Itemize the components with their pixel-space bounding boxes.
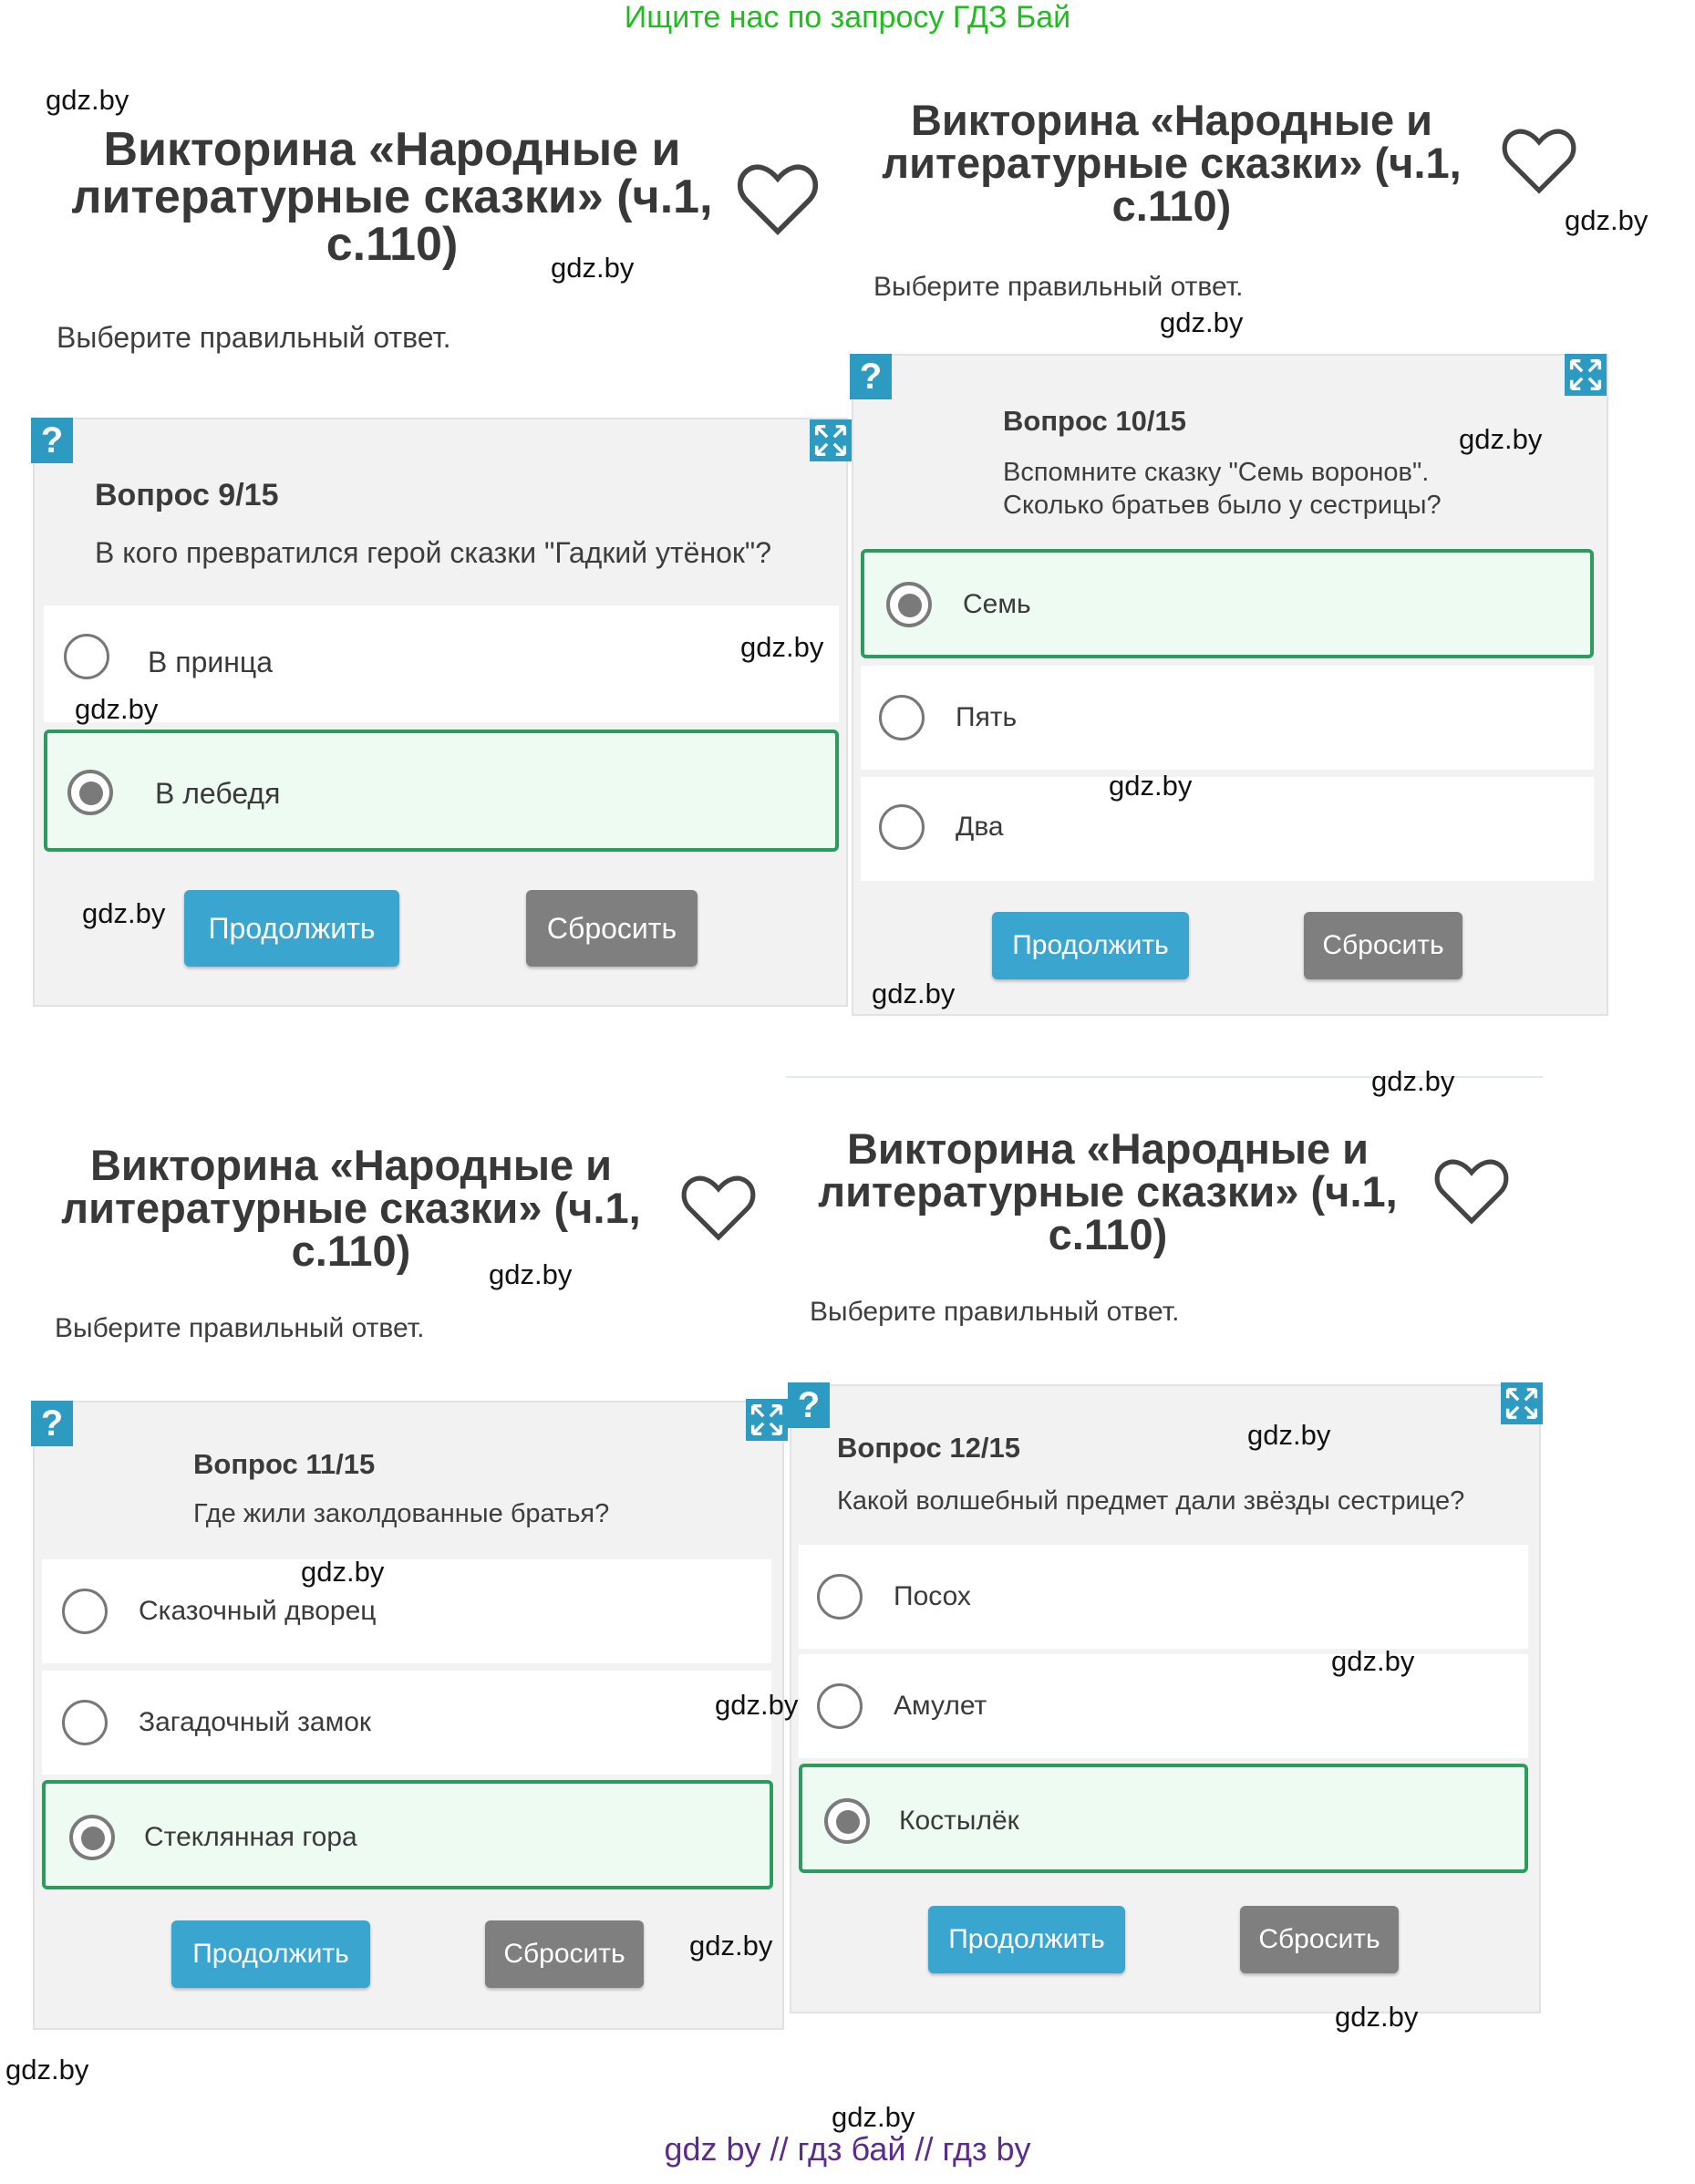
watermark: gdz.by (1331, 1645, 1415, 1677)
answer-option-selected[interactable] (44, 730, 839, 852)
watermark: gdz.by (715, 1689, 799, 1721)
quiz-title-line: литературные сказки» (ч.1, (882, 139, 1462, 187)
expand-icon[interactable] (1565, 354, 1607, 396)
watermark: gdz.by (1160, 306, 1244, 338)
question-text: В кого превратился герой сказки "Гадкий утёнок"? (95, 536, 772, 569)
watermark: gdz.by (1459, 423, 1543, 455)
quiz-title-line: с.110) (326, 218, 459, 271)
instruction-text: Выберите правильный ответ. (810, 1297, 1180, 1327)
reset-button[interactable]: Сбросить (526, 890, 698, 967)
radio-dot (79, 781, 103, 805)
question-number: Вопрос 9/15 (95, 478, 279, 512)
instruction-text: Выберите правильный ответ. (55, 1313, 425, 1343)
option-label: Два (956, 812, 1004, 842)
radio-button[interactable] (817, 1574, 863, 1620)
radio-button[interactable] (817, 1683, 863, 1729)
watermark: gdz.by (551, 252, 635, 284)
help-icon[interactable]: ? (788, 1382, 830, 1428)
watermark: gdz.by (1335, 2001, 1419, 2033)
quiz-title (811, 1124, 1404, 1258)
watermark: gdz.by (5, 2054, 89, 2086)
instruction-text: Выберите правильный ответ. (57, 321, 451, 354)
help-icon[interactable]: ? (31, 1401, 73, 1446)
continue-button[interactable]: Продолжить (184, 890, 399, 967)
radio-button[interactable] (879, 804, 925, 850)
watermark: gdz.by (489, 1258, 573, 1290)
radio-button[interactable] (62, 1589, 108, 1634)
quiz-title (875, 96, 1468, 230)
question-number: Вопрос 12/15 (837, 1432, 1020, 1464)
heart-icon[interactable] (678, 1167, 759, 1247)
expand-icon[interactable] (810, 419, 852, 461)
answer-option[interactable] (42, 1671, 771, 1775)
answer-option-selected[interactable] (799, 1764, 1528, 1873)
option-label: В принца (148, 646, 274, 678)
quiz-title-line: с.110) (1111, 181, 1232, 230)
expand-icon[interactable] (746, 1399, 788, 1441)
watermark: gdz.by (1565, 204, 1648, 236)
continue-button[interactable]: Продолжить (928, 1906, 1125, 1973)
watermark: gdz.by (301, 1556, 385, 1588)
answer-option[interactable] (861, 777, 1594, 881)
quiz-title-line: Викторина «Народные и (89, 1141, 613, 1189)
watermark: gdz.by (46, 84, 129, 116)
question-text: Вспомните сказку "Семь воронов". (1003, 458, 1430, 487)
instruction-text: Выберите правильный ответ. (873, 272, 1244, 302)
radio-button-checked[interactable] (886, 582, 932, 627)
heart-icon[interactable] (734, 155, 822, 243)
quiz-title-line: Викторина «Народные и (910, 96, 1433, 144)
quiz-title-line: Викторина «Народные и (846, 1124, 1369, 1173)
answer-option[interactable] (44, 606, 839, 722)
quiz-title-line: литературные сказки» (ч.1, (71, 171, 713, 223)
watermark: gdz.by (872, 978, 956, 1009)
option-label: Посох (894, 1581, 971, 1611)
radio-button[interactable] (879, 695, 925, 740)
question-text: Сколько братьев было у сестрицы? (1003, 491, 1442, 520)
radio-dot (836, 1810, 860, 1834)
quiz-title-line: Викторина «Народные и (103, 123, 681, 176)
question-text: Какой волшебный предмет дали звёзды сестрице? (837, 1486, 1465, 1516)
promo-text: Ищите нас по запросу ГДЗ Бай (624, 0, 1071, 35)
watermark: gdz.by (689, 1930, 773, 1961)
quiz-title-line: с.110) (291, 1227, 411, 1275)
quiz-title-line: с.110) (1048, 1210, 1168, 1258)
heart-icon[interactable] (1431, 1151, 1512, 1231)
reset-button[interactable]: Сбросить (485, 1920, 644, 1988)
watermark: gdz.by (740, 631, 824, 663)
option-label: Загадочный замок (139, 1707, 372, 1737)
option-label: Стеклянная гора (144, 1822, 357, 1852)
radio-button[interactable] (64, 634, 109, 679)
answer-option-selected[interactable] (42, 1780, 773, 1889)
watermark: gdz.by (1109, 770, 1193, 802)
question-text: Где жили заколдованные братья? (193, 1499, 610, 1528)
quiz-title-line: литературные сказки» (ч.1, (818, 1167, 1398, 1216)
option-label: В лебедя (155, 777, 281, 810)
radio-button[interactable] (62, 1700, 108, 1745)
quiz-title (55, 123, 729, 271)
continue-button[interactable]: Продолжить (171, 1920, 370, 1988)
watermark: gdz.by (832, 2101, 915, 2133)
option-label: Костылёк (899, 1806, 1019, 1836)
answer-option[interactable] (799, 1654, 1528, 1758)
answer-option[interactable] (42, 1559, 771, 1663)
radio-dot (898, 594, 922, 617)
expand-icon[interactable] (1501, 1382, 1543, 1424)
question-number: Вопрос 10/15 (1003, 405, 1186, 437)
watermark: gdz.by (82, 897, 166, 929)
reset-button[interactable]: Сбросить (1304, 912, 1462, 979)
answer-option[interactable] (799, 1545, 1528, 1649)
help-icon[interactable]: ? (31, 418, 73, 463)
watermark: gdz.by (1247, 1419, 1331, 1451)
answer-option[interactable] (861, 666, 1594, 770)
continue-button[interactable]: Продолжить (992, 912, 1189, 979)
question-number: Вопрос 11/15 (193, 1448, 376, 1480)
radio-button-checked[interactable] (824, 1798, 870, 1844)
help-icon[interactable]: ? (850, 354, 892, 399)
radio-dot (81, 1827, 105, 1850)
option-label: Амулет (894, 1691, 987, 1721)
radio-button-checked[interactable] (67, 770, 113, 815)
reset-button[interactable]: Сбросить (1240, 1906, 1399, 1973)
option-label: Сказочный дворец (139, 1596, 377, 1626)
option-label: Семь (963, 589, 1031, 619)
watermark: gdz.by (1371, 1065, 1455, 1097)
quiz-title-line: литературные сказки» (ч.1, (61, 1184, 641, 1232)
answer-option-selected[interactable] (861, 549, 1594, 658)
radio-button-checked[interactable] (69, 1815, 115, 1860)
heart-icon[interactable] (1499, 120, 1579, 201)
option-label: Пять (956, 702, 1018, 732)
footer-links[interactable]: gdz by // гдз бай // гдз by (664, 2130, 1031, 2168)
watermark: gdz.by (75, 693, 159, 725)
